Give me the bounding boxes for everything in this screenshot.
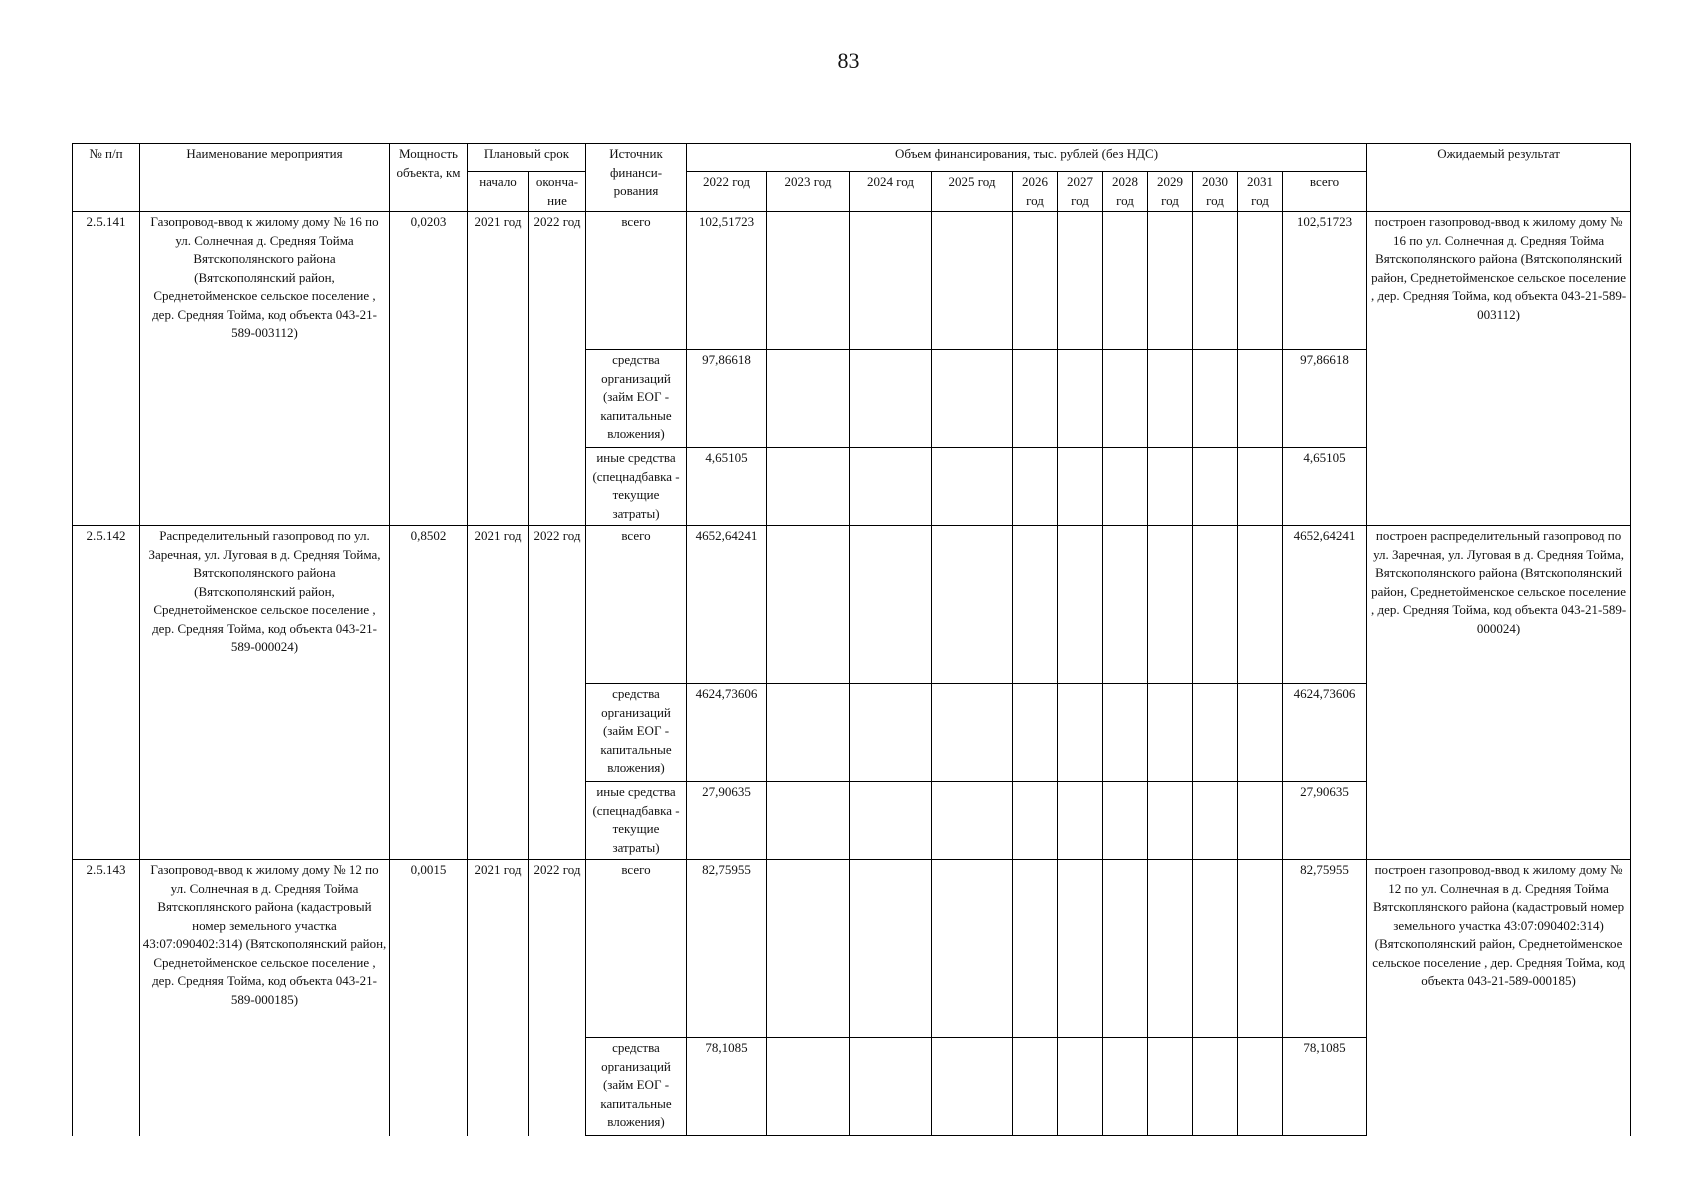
value-empty bbox=[932, 212, 1013, 350]
row-result: построен распределительный газопровод по ул. Заречная, ул. Луговая в д. Средняя Тойма, Вятскополянского района (Вятскополянский район, Среднетойменское сельское поселение , дер. Средняя Тойма, код объекта 043-21-589-000024) bbox=[1367, 526, 1631, 860]
row-power: 0,0015 bbox=[390, 860, 468, 1136]
table-row bbox=[73, 860, 1631, 1038]
value-empty bbox=[1148, 448, 1193, 526]
row-name: Газопровод-ввод к жилому дому № 12 по ул. Солнечная в д. Средняя Тойма Вятскоплянского района (кадастровый номер земельного участка 43:07:090402:314) (Вятскополянский район, Среднетойменское сельское поселение , дер. Средняя Тойма, код объекта 043-21-589-000185) bbox=[140, 860, 390, 1136]
header-end: оконча-ние bbox=[529, 172, 586, 212]
value-empty bbox=[932, 684, 1013, 782]
value-empty bbox=[1238, 212, 1283, 350]
header-start: начало bbox=[468, 172, 529, 212]
value-empty bbox=[1193, 782, 1238, 860]
value-empty bbox=[767, 684, 850, 782]
value-empty bbox=[1103, 860, 1148, 1038]
value-total: 27,90635 bbox=[1283, 782, 1367, 860]
header-volume: Объем финансирования, тыс. рублей (без НДС) bbox=[687, 144, 1367, 172]
row-start: 2021 год bbox=[468, 860, 529, 1136]
row-power: 0,8502 bbox=[390, 526, 468, 860]
value-empty bbox=[850, 526, 932, 684]
row-start: 2021 год bbox=[468, 526, 529, 860]
header-term: Плановый срок bbox=[468, 144, 586, 172]
header-year: 2023 год bbox=[767, 172, 850, 212]
row-name: Распределительный газопровод по ул. Заречная, ул. Луговая в д. Средняя Тойма, Вятскополянского района (Вятскополянский район, Среднетойменское сельское поселение , дер. Средняя Тойма, код объекта 043-21-589-000024) bbox=[140, 526, 390, 860]
value-empty bbox=[1238, 684, 1283, 782]
value-2022: 82,75955 bbox=[687, 860, 767, 1038]
value-empty bbox=[767, 860, 850, 1038]
value-empty bbox=[932, 1038, 1013, 1136]
value-empty bbox=[1148, 212, 1193, 350]
value-empty bbox=[1013, 526, 1058, 684]
value-2022: 78,1085 bbox=[687, 1038, 767, 1136]
value-empty bbox=[1013, 212, 1058, 350]
header-year: 2030 год bbox=[1193, 172, 1238, 212]
row-name: Газопровод-ввод к жилому дому № 16 по ул. Солнечная д. Средняя Тойма Вятскополянского района (Вятскополянский район, Среднетойменское сельское поселение , дер. Средняя Тойма, код объекта 043-21-589-003112) bbox=[140, 212, 390, 526]
value-empty bbox=[1238, 860, 1283, 1038]
row-number: 2.5.142 bbox=[73, 526, 140, 860]
value-2022: 97,86618 bbox=[687, 350, 767, 448]
value-empty bbox=[1013, 1038, 1058, 1136]
row-result: построен газопровод-ввод к жилому дому № 12 по ул. Солнечная в д. Средняя Тойма Вятскоплянского района (кадастровый номер земельного участка 43:07:090402:314) (Вятскополянский район, Среднетойменское сельское поселение , дер. Средняя Тойма, код объекта 043-21-589-000185) bbox=[1367, 860, 1631, 1136]
header-result: Ожидаемый результат bbox=[1367, 144, 1631, 212]
value-empty bbox=[932, 860, 1013, 1038]
value-empty bbox=[850, 860, 932, 1038]
value-empty bbox=[1148, 684, 1193, 782]
value-empty bbox=[1058, 684, 1103, 782]
value-empty bbox=[767, 212, 850, 350]
value-empty bbox=[1103, 350, 1148, 448]
value-2022: 4,65105 bbox=[687, 448, 767, 526]
value-empty bbox=[1013, 448, 1058, 526]
row-power: 0,0203 bbox=[390, 212, 468, 526]
value-empty bbox=[767, 526, 850, 684]
value-empty bbox=[1238, 1038, 1283, 1136]
value-empty bbox=[1148, 526, 1193, 684]
table-row bbox=[73, 526, 1631, 684]
source-label: средства организаций (займ ЕОГ - капитальные вложения) bbox=[586, 350, 687, 448]
value-empty bbox=[1103, 448, 1148, 526]
value-empty bbox=[1103, 782, 1148, 860]
value-empty bbox=[850, 684, 932, 782]
value-empty bbox=[1193, 1038, 1238, 1136]
value-empty bbox=[1058, 782, 1103, 860]
value-total: 4624,73606 bbox=[1283, 684, 1367, 782]
value-empty bbox=[1193, 212, 1238, 350]
value-empty bbox=[1013, 860, 1058, 1038]
header-year: 2024 год bbox=[850, 172, 932, 212]
value-empty bbox=[1058, 212, 1103, 350]
header-year: 2022 год bbox=[687, 172, 767, 212]
value-empty bbox=[1238, 782, 1283, 860]
header-year: 2029 год bbox=[1148, 172, 1193, 212]
header-year: 2025 год bbox=[932, 172, 1013, 212]
row-number: 2.5.143 bbox=[73, 860, 140, 1136]
source-label: всего bbox=[586, 860, 687, 1038]
value-empty bbox=[850, 1038, 932, 1136]
value-2022: 102,51723 bbox=[687, 212, 767, 350]
financing-table bbox=[72, 143, 1631, 1136]
source-label: всего bbox=[586, 526, 687, 684]
value-total: 97,86618 bbox=[1283, 350, 1367, 448]
value-empty bbox=[1148, 860, 1193, 1038]
value-empty bbox=[850, 350, 932, 448]
row-end: 2022 год bbox=[529, 860, 586, 1136]
header-year: 2031 год bbox=[1238, 172, 1283, 212]
source-label: средства организаций (займ ЕОГ - капитальные вложения) bbox=[586, 1038, 687, 1136]
value-empty bbox=[932, 350, 1013, 448]
value-empty bbox=[1058, 860, 1103, 1038]
value-empty bbox=[1238, 526, 1283, 684]
header-num: № п/п bbox=[73, 144, 140, 212]
value-total: 78,1085 bbox=[1283, 1038, 1367, 1136]
value-empty bbox=[1058, 526, 1103, 684]
value-empty bbox=[850, 448, 932, 526]
value-empty bbox=[1103, 1038, 1148, 1136]
value-empty bbox=[1103, 526, 1148, 684]
value-empty bbox=[850, 212, 932, 350]
value-empty bbox=[1148, 350, 1193, 448]
value-empty bbox=[767, 1038, 850, 1136]
row-start: 2021 год bbox=[468, 212, 529, 526]
header-power: Мощность объекта, км bbox=[390, 144, 468, 212]
value-empty bbox=[932, 526, 1013, 684]
value-empty bbox=[1103, 684, 1148, 782]
value-2022: 4624,73606 bbox=[687, 684, 767, 782]
value-2022: 27,90635 bbox=[687, 782, 767, 860]
header-source: Источник финанси-рования bbox=[586, 144, 687, 212]
row-number: 2.5.141 bbox=[73, 212, 140, 526]
value-empty bbox=[932, 782, 1013, 860]
value-total: 102,51723 bbox=[1283, 212, 1367, 350]
value-empty bbox=[1103, 212, 1148, 350]
value-empty bbox=[1238, 350, 1283, 448]
value-empty bbox=[1058, 1038, 1103, 1136]
value-empty bbox=[1238, 448, 1283, 526]
row-end: 2022 год bbox=[529, 212, 586, 526]
header-year: 2026 год bbox=[1013, 172, 1058, 212]
value-empty bbox=[850, 782, 932, 860]
value-empty bbox=[767, 350, 850, 448]
value-empty bbox=[1058, 350, 1103, 448]
row-end: 2022 год bbox=[529, 526, 586, 860]
value-empty bbox=[1148, 782, 1193, 860]
header-name: Наименование мероприятия bbox=[140, 144, 390, 212]
value-empty bbox=[1193, 860, 1238, 1038]
table-row bbox=[73, 212, 1631, 350]
value-empty bbox=[1193, 350, 1238, 448]
value-2022: 4652,64241 bbox=[687, 526, 767, 684]
value-empty bbox=[767, 448, 850, 526]
header-total: всего bbox=[1283, 172, 1367, 212]
value-empty bbox=[1193, 526, 1238, 684]
page-number: 83 bbox=[837, 48, 860, 73]
value-empty bbox=[1058, 448, 1103, 526]
value-empty bbox=[1013, 782, 1058, 860]
value-total: 4,65105 bbox=[1283, 448, 1367, 526]
source-label: средства организаций (займ ЕОГ - капитальные вложения) bbox=[586, 684, 687, 782]
value-empty bbox=[1148, 1038, 1193, 1136]
header-year: 2027 год bbox=[1058, 172, 1103, 212]
header-year: 2028 год bbox=[1103, 172, 1148, 212]
row-result: построен газопровод-ввод к жилому дому № 16 по ул. Солнечная д. Средняя Тойма Вятскополянского района (Вятскополянский район, Среднетойменское сельское поселение , дер. Средняя Тойма, код объекта 043-21-589-003112) bbox=[1367, 212, 1631, 526]
value-empty bbox=[1193, 684, 1238, 782]
value-empty bbox=[1013, 684, 1058, 782]
source-label: иные средства (спецнадбавка - текущие затраты) bbox=[586, 782, 687, 860]
value-total: 4652,64241 bbox=[1283, 526, 1367, 684]
source-label: всего bbox=[586, 212, 687, 350]
value-empty bbox=[767, 782, 850, 860]
value-empty bbox=[1013, 350, 1058, 448]
value-empty bbox=[932, 448, 1013, 526]
source-label: иные средства (спецнадбавка - текущие затраты) bbox=[586, 448, 687, 526]
value-total: 82,75955 bbox=[1283, 860, 1367, 1038]
value-empty bbox=[1193, 448, 1238, 526]
